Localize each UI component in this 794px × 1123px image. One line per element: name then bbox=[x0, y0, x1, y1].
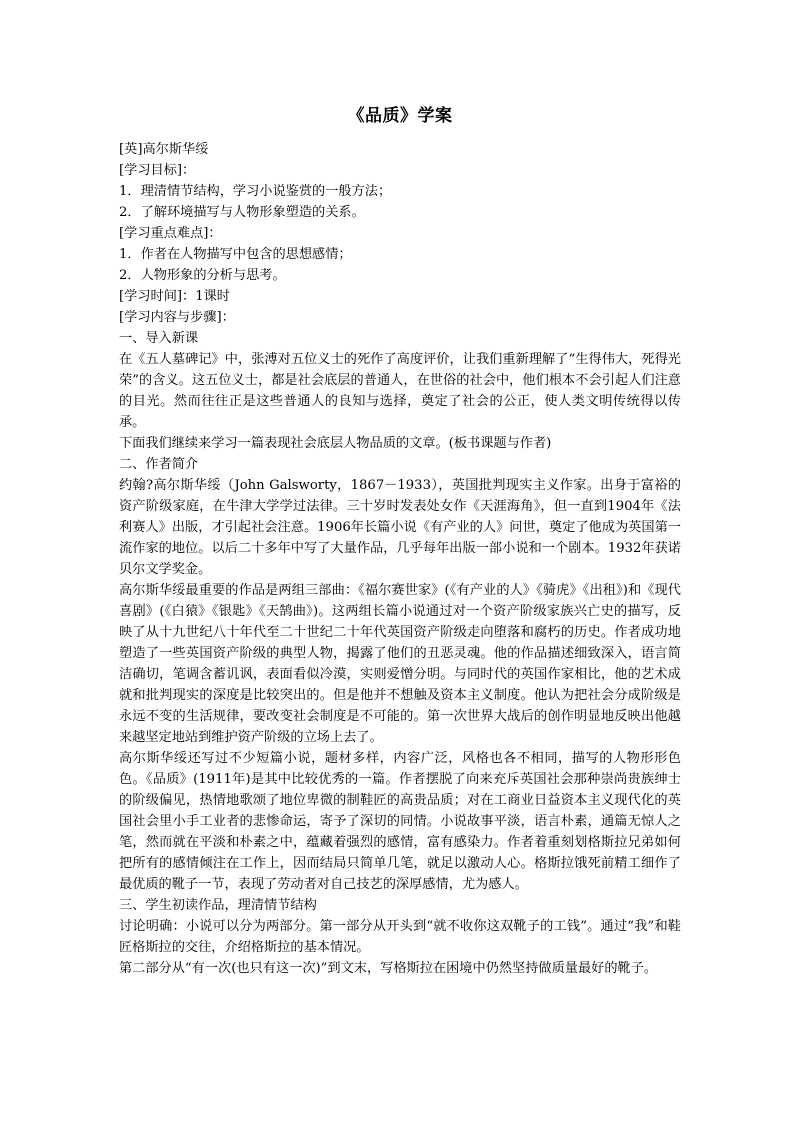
key-point-item: 2．人物形象的分析与思考。 bbox=[119, 268, 286, 283]
discussion-paragraph: 讨论明确：小说可以分为两部分。第一部分从开头到“就不收你这双靴子的工钱”。通过“我”和鞋匠格斯拉的交往，介绍格斯拉的基本情况。 bbox=[119, 919, 681, 955]
author-works-paragraph: 高尔斯华绥最重要的作品是两组三部曲：《福尔赛世家》(《有产业的人》《骑虎》《出租》)和《现代喜剧》(《白猿》《银匙》《天鹄曲》)。这两组长篇小说通过对一个资产阶级家族兴亡史的描写，反映了从十九世纪八十年代至二十世纪二十年代英国资产阶级走向堕落和腐朽的历史。作者成功地塑造了一些英国资产阶级的典型人物，揭露了他们的丑恶灵魂。他的作品描述细致深入，语言简洁确切，笔调含蓄讥讽，表面看似冷漠，实则爱憎分明。与同时代的英国作家相比，他的艺术成就和批判现实的深度是比较突出的。但是他并不想触及资本主义制度。他认为把社会分成阶级是永远不变的生活规律，要改变社会制度是不可能的。第一次世界大战后的创作明显地反映出他越来越坚定地站到维护资产阶级的立场上去了。 bbox=[119, 583, 681, 745]
study-time: [学习时间]：1课时 bbox=[119, 289, 230, 304]
intro-transition-paragraph: 下面我们继续来学习一篇表现社会底层人物品质的文章。(板书课题与作者) bbox=[119, 436, 552, 451]
document-page bbox=[119, 104, 681, 979]
section-heading-intro: 一、导入新课 bbox=[119, 331, 199, 346]
objective-item: 2．了解环境描写与人物形象塑造的关系。 bbox=[119, 205, 365, 220]
document-title: 《品质》学案 bbox=[347, 106, 453, 126]
objectives-heading: [学习目标]： bbox=[119, 163, 196, 178]
objective-item: 1．理清情节结构，学习小说鉴赏的一般方法； bbox=[119, 184, 392, 199]
second-part-paragraph: 第二部分从“有一次(也只有这一次)”到文末，写格斯拉在困境中仍然坚持做质量最好的靴子。 bbox=[119, 961, 658, 976]
section-heading-author: 二、作者简介 bbox=[119, 457, 199, 472]
intro-paragraph: 在《五人墓碑记》中，张溥对五位义士的死作了高度评价，让我们重新理解了“生得伟大，死得光荣”的含义。这五位义士，都是社会底层的普通人，在世俗的社会中，他们根本不会引起人们注意的目光。然而往往正是这些普通人的良知与选择，奠定了社会的公正，使人类文明传统得以传承。 bbox=[119, 352, 681, 430]
steps-heading: [学习内容与步骤]： bbox=[119, 310, 235, 325]
author-line: [英]高尔斯华绥 bbox=[119, 142, 209, 157]
key-point-item: 1．作者在人物描写中包含的思想感情； bbox=[119, 247, 352, 262]
short-stories-paragraph: 高尔斯华绥还写过不少短篇小说，题材多样，内容广泛，风格也各不相同，描写的人物形形色色。《品质》(1911年)是其中比较优秀的一篇。作者摆脱了向来充斥英国社会那种崇尚贵族绅士的阶级偏见，热情地歌颂了地位卑微的制鞋匠的高贵品质；对在工商业日益资本主义现代化的英国社会里小手工业者的悲惨命运，寄予了深切的同情。小说故事平淡，语言朴素，通篇无惊人之笔，然而就在平淡和朴素之中，蕴藏着强烈的感情，富有感染力。作者着重刻划格斯拉兄弟如何把所有的感情倾注在工作上，因而结局只简单几笔，就足以激动人心。格斯拉饿死前精工细作了最优质的靴子一节，表现了劳动者对自己技艺的深厚感情，尤为感人。 bbox=[119, 751, 681, 892]
key-points-heading: [学习重点难点]： bbox=[119, 226, 222, 241]
author-bio-paragraph: 约翰?高尔斯华绥（John Galsworty，1867－1933），英国批判现实主义作家。出身于富裕的资产阶级家庭，在牛津大学学过法律。三十岁时发表处女作《天涯海角》，但一直到1904年《法利赛人》出版，才引起社会注意。1906年长篇小说《有产业的人》问世，奠定了他成为英国第一流作家的地位。以后二十多年中写了大量作品，几乎每年出版一部小说和一个剧本。1932年获诺贝尔文学奖金。 bbox=[119, 478, 681, 577]
section-heading-structure: 三、学生初读作品，理清情节结构 bbox=[119, 898, 317, 913]
